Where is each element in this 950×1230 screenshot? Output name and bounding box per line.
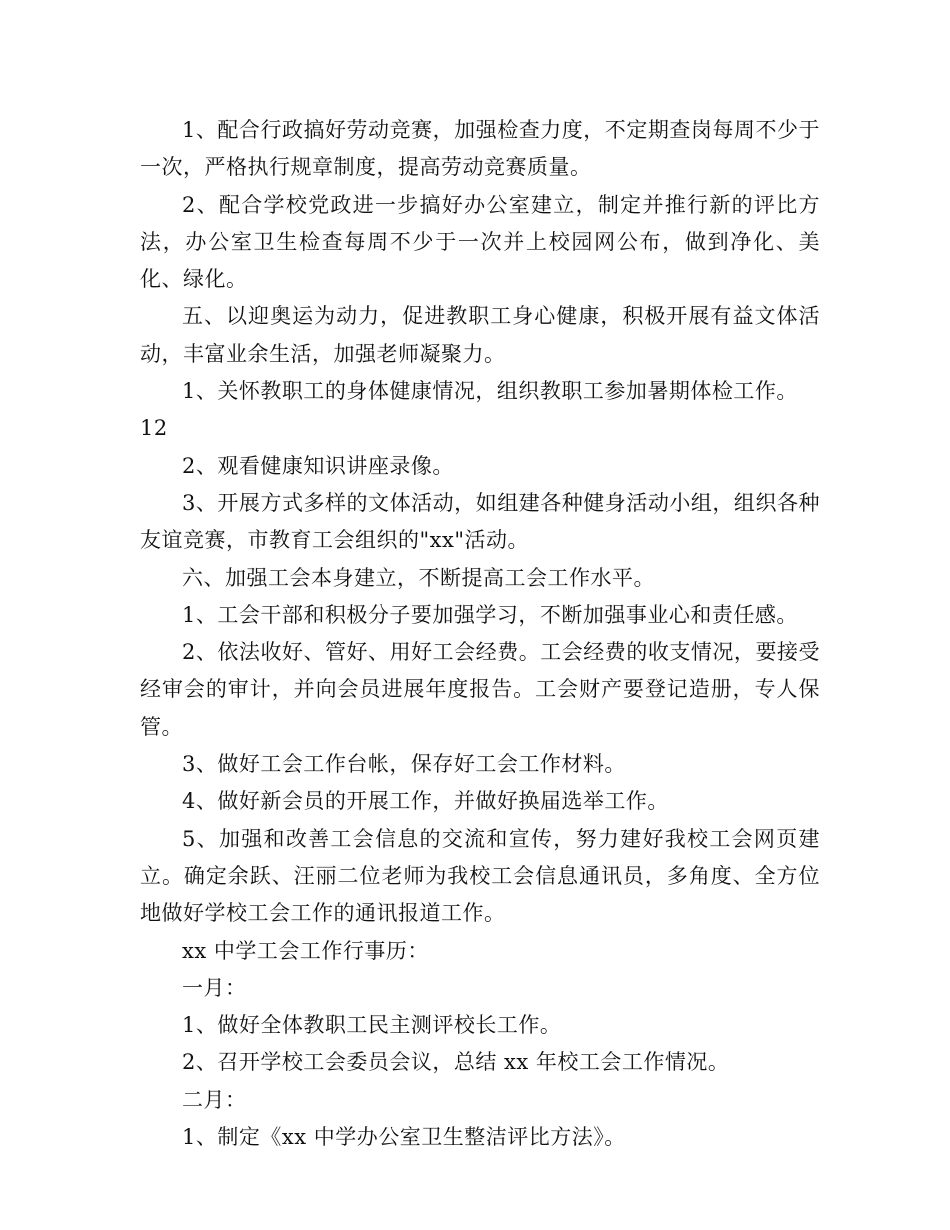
paragraph-11: 4、做好新会员的开展工作，并做好换届选举工作。 xyxy=(182,789,669,814)
paragraph-1: 1、配合行政搞好劳动竞赛，加强检查力度，不定期查岗每周不少于一次，严格执行规章制度，提高劳动竞赛质量。 xyxy=(140,118,820,180)
paragraph-6: 3、开展方式多样的文体活动，如组建各种健身活动小组，组织各种友谊竞赛，市教育工会组织的"xx"活动。 xyxy=(140,490,820,553)
paragraph-13: xx 中学工会工作行事历： xyxy=(182,938,429,963)
paragraph-9: 2、依法收好、管好、用好工会经费。工会经费的收支情况，要接受经审会的审计，并向会员进展年度报告。工会财产要登记造册，专人保管。 xyxy=(140,640,820,739)
paragraph-14: 一月： xyxy=(182,975,247,1000)
paragraph-18: 1、制定《xx 中学办公室卫生整洁评比方法》。 xyxy=(182,1125,626,1150)
paragraph-17: 二月： xyxy=(182,1087,247,1112)
paragraph-3: 五、以迎奥运为动力，促进教职工身心健康，积极开展有益文体活动，丰富业余生活，加强老师凝聚力。 xyxy=(140,304,820,366)
paragraph-8: 1、工会干部和积极分子要加强学习，不断加强事业心和责任感。 xyxy=(182,602,798,627)
page-number-fragment: 12 xyxy=(140,416,168,441)
paragraph-15: 1、做好全体教职工民主测评校长工作。 xyxy=(182,1013,562,1038)
paragraph-16: 2、召开学校工会委员会议，总结 xx 年校工会工作情况。 xyxy=(182,1050,730,1075)
paragraph-5: 2、观看健康知识讲座录像。 xyxy=(182,453,454,478)
paragraph-10: 3、做好工会工作台帐，保存好工会工作材料。 xyxy=(182,752,626,777)
document-body xyxy=(140,112,820,1156)
paragraph-7: 六、加强工会本身建立，不断提高工会工作水平。 xyxy=(182,565,655,590)
paragraph-4: 1、关怀教职工的身体健康情况，组织教职工参加暑期体检工作。 xyxy=(182,379,798,404)
paragraph-12: 5、加强和改善工会信息的交流和宣传，努力建好我校工会网页建立。确定余跃、汪丽二位老师为我校工会信息通讯员，多角度、全方位地做好学校工会工作的通讯报道工作。 xyxy=(140,826,820,926)
paragraph-2: 2、配合学校党政进一步搞好办公室建立，制定并推行新的评比方法，办公室卫生检查每周不少于一次并上校园网公布，做到净化、美化、绿化。 xyxy=(140,192,820,292)
